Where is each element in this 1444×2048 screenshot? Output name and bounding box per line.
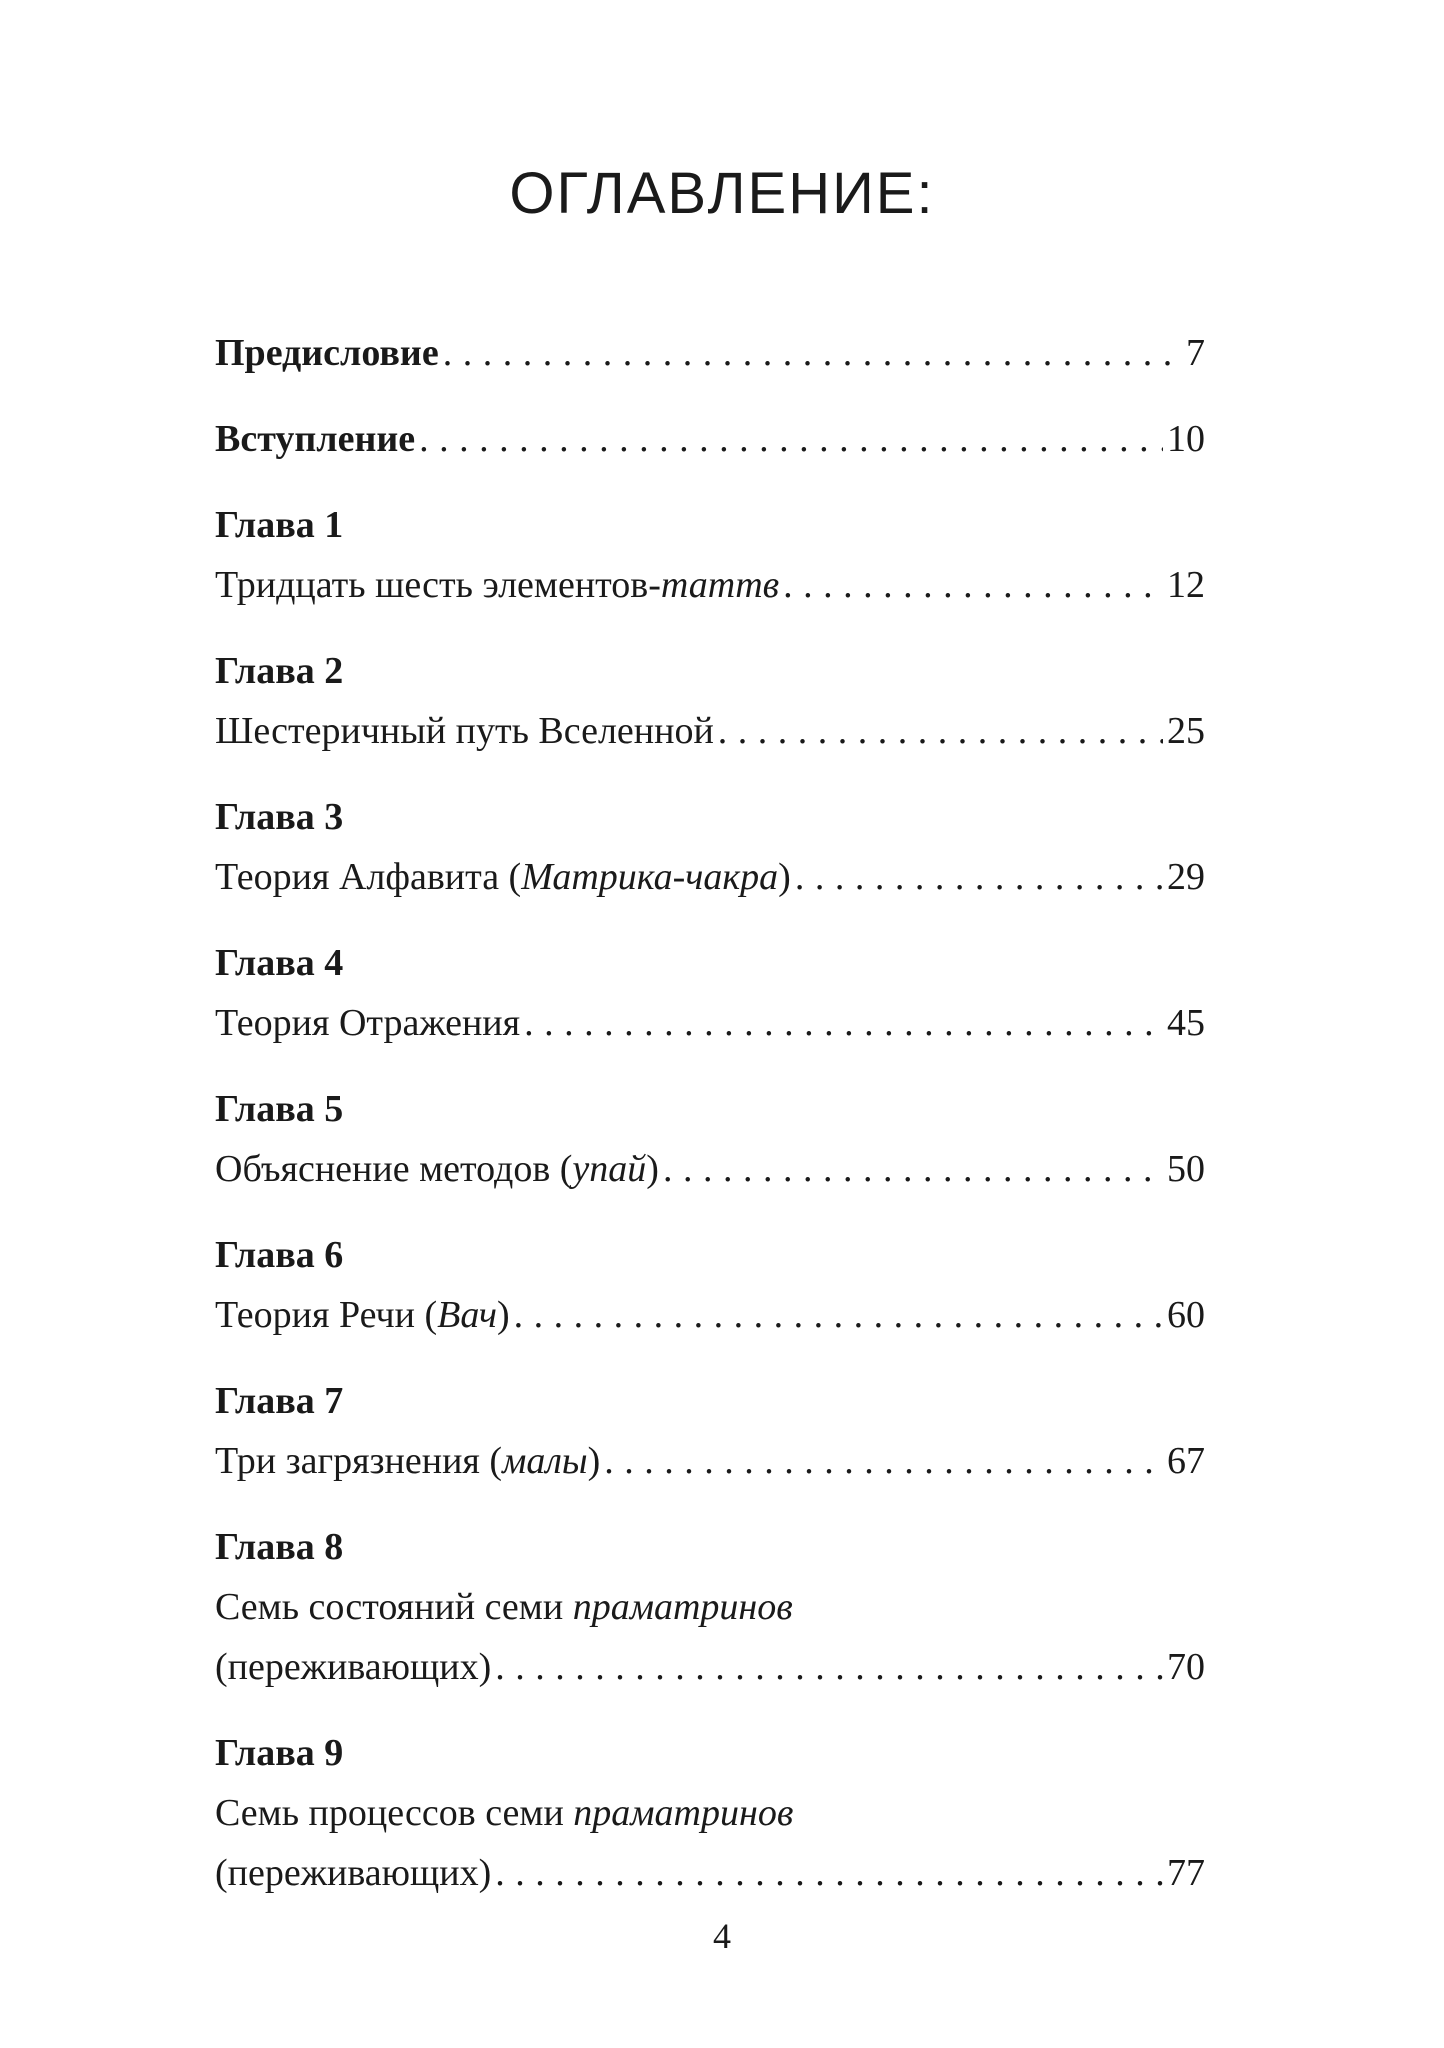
title-fragment: (переживающих): [215, 1852, 492, 1894]
dot-leader: [604, 1431, 1163, 1491]
dot-leader: [514, 1285, 1163, 1345]
title-fragment: упай: [572, 1148, 647, 1190]
entry-page-number: 50: [1167, 1148, 1205, 1190]
entry-page-number: 12: [1167, 564, 1205, 606]
toc-line: [215, 1783, 1205, 1843]
title-fragment: ): [646, 1148, 659, 1190]
title-fragment: Объяснение методов (: [215, 1148, 573, 1190]
entry-title: [215, 1637, 491, 1697]
entry-title: [215, 1577, 793, 1637]
title-fragment: Вступление: [215, 418, 416, 460]
title-fragment: Матрика-чакра: [521, 856, 779, 898]
toc-line: [215, 555, 1205, 615]
title-fragment: (переживающих): [215, 1646, 492, 1688]
entry-page-number: 70: [1167, 1646, 1205, 1688]
title-fragment: праматринов: [572, 1586, 793, 1628]
toc-entry: [215, 1517, 1205, 1697]
entry-title: [215, 1431, 600, 1491]
toc-line: [215, 701, 1205, 761]
entry-title: [215, 847, 791, 907]
toc-line: [215, 1431, 1205, 1491]
chapter-label: Глава 6: [215, 1234, 344, 1276]
entry-page-number: 10: [1167, 418, 1205, 460]
entry-title: [215, 1285, 510, 1345]
title-fragment: Вач: [437, 1294, 497, 1336]
entry-page-number: 29: [1167, 856, 1205, 898]
toc-entry: [215, 1371, 1205, 1491]
entry-page-number: 67: [1167, 1440, 1205, 1482]
toc-entry: [215, 933, 1205, 1053]
title-fragment: праматринов: [573, 1792, 794, 1834]
title-fragment: ): [587, 1440, 601, 1482]
entry-page-number: 7: [1186, 332, 1205, 374]
dot-leader: [524, 993, 1163, 1053]
title-fragment: Теория Речи (: [215, 1294, 438, 1336]
toc-entry: [215, 1225, 1205, 1345]
dot-leader: [495, 1637, 1163, 1697]
dot-leader: [663, 1139, 1163, 1199]
dot-leader: [718, 701, 1163, 761]
chapter-label: Глава 9: [215, 1732, 344, 1774]
entry-title: [215, 701, 714, 761]
page-title: ОГЛАВЛЕНИЕ:: [509, 161, 935, 226]
title-fragment: ): [496, 1294, 510, 1336]
table-of-contents: [215, 323, 1205, 1903]
dot-leader: [795, 847, 1163, 907]
toc-line: [215, 993, 1205, 1053]
entry-title: [215, 993, 520, 1053]
toc-line: [215, 1285, 1205, 1345]
entry-page-number: 25: [1167, 710, 1205, 752]
title-fragment: ): [778, 856, 791, 898]
toc-entry: [215, 323, 1205, 383]
toc-line: [215, 1843, 1205, 1903]
entry-page-number: 77: [1167, 1852, 1205, 1894]
dot-leader: [495, 1843, 1163, 1903]
toc-entry: [215, 787, 1205, 907]
entry-title: [215, 1843, 491, 1903]
entry-title: [215, 323, 439, 383]
toc-entry: [215, 409, 1205, 469]
title-fragment: Три загрязнения (: [215, 1440, 503, 1482]
entry-page-number: 60: [1167, 1294, 1205, 1336]
toc-line: [215, 847, 1205, 907]
chapter-label: Глава 4: [215, 942, 344, 984]
toc-line: [215, 1637, 1205, 1697]
toc-entry: [215, 1079, 1205, 1199]
page-number: 4: [713, 1916, 731, 1956]
entry-page-number: 45: [1167, 1002, 1205, 1044]
title-fragment: Семь процессов семи: [215, 1792, 574, 1834]
dot-leader: [443, 323, 1182, 383]
toc-entry: [215, 1723, 1205, 1903]
chapter-label: Глава 7: [215, 1380, 344, 1422]
title-fragment: Семь состояний семи: [215, 1586, 573, 1628]
title-fragment: Теория Отражения: [215, 1002, 521, 1044]
chapter-label: Глава 3: [215, 796, 344, 838]
chapter-label: Глава 1: [215, 504, 344, 546]
entry-title: [215, 409, 415, 469]
title-fragment: малы: [502, 1440, 588, 1482]
dot-leader: [419, 409, 1163, 469]
title-fragment: Тридцать шесть элементов-: [215, 564, 661, 606]
toc-entry: [215, 495, 1205, 615]
entry-title: [215, 1783, 793, 1843]
dot-leader: [783, 555, 1163, 615]
toc-line: [215, 1139, 1205, 1199]
toc-line: [215, 323, 1205, 383]
entry-title: [215, 555, 779, 615]
toc-line: [215, 409, 1205, 469]
entry-title: [215, 1139, 659, 1199]
title-fragment: Теория Алфавита (: [215, 856, 522, 898]
title-fragment: Предисловие: [215, 332, 439, 374]
chapter-label: Глава 5: [215, 1088, 344, 1130]
toc-line: [215, 1577, 1205, 1637]
toc-entry: [215, 641, 1205, 761]
title-fragment: таттв: [660, 564, 780, 606]
chapter-label: Глава 8: [215, 1526, 344, 1568]
title-fragment: Шестеричный путь Вселенной: [215, 710, 714, 752]
chapter-label: Глава 2: [215, 650, 344, 692]
